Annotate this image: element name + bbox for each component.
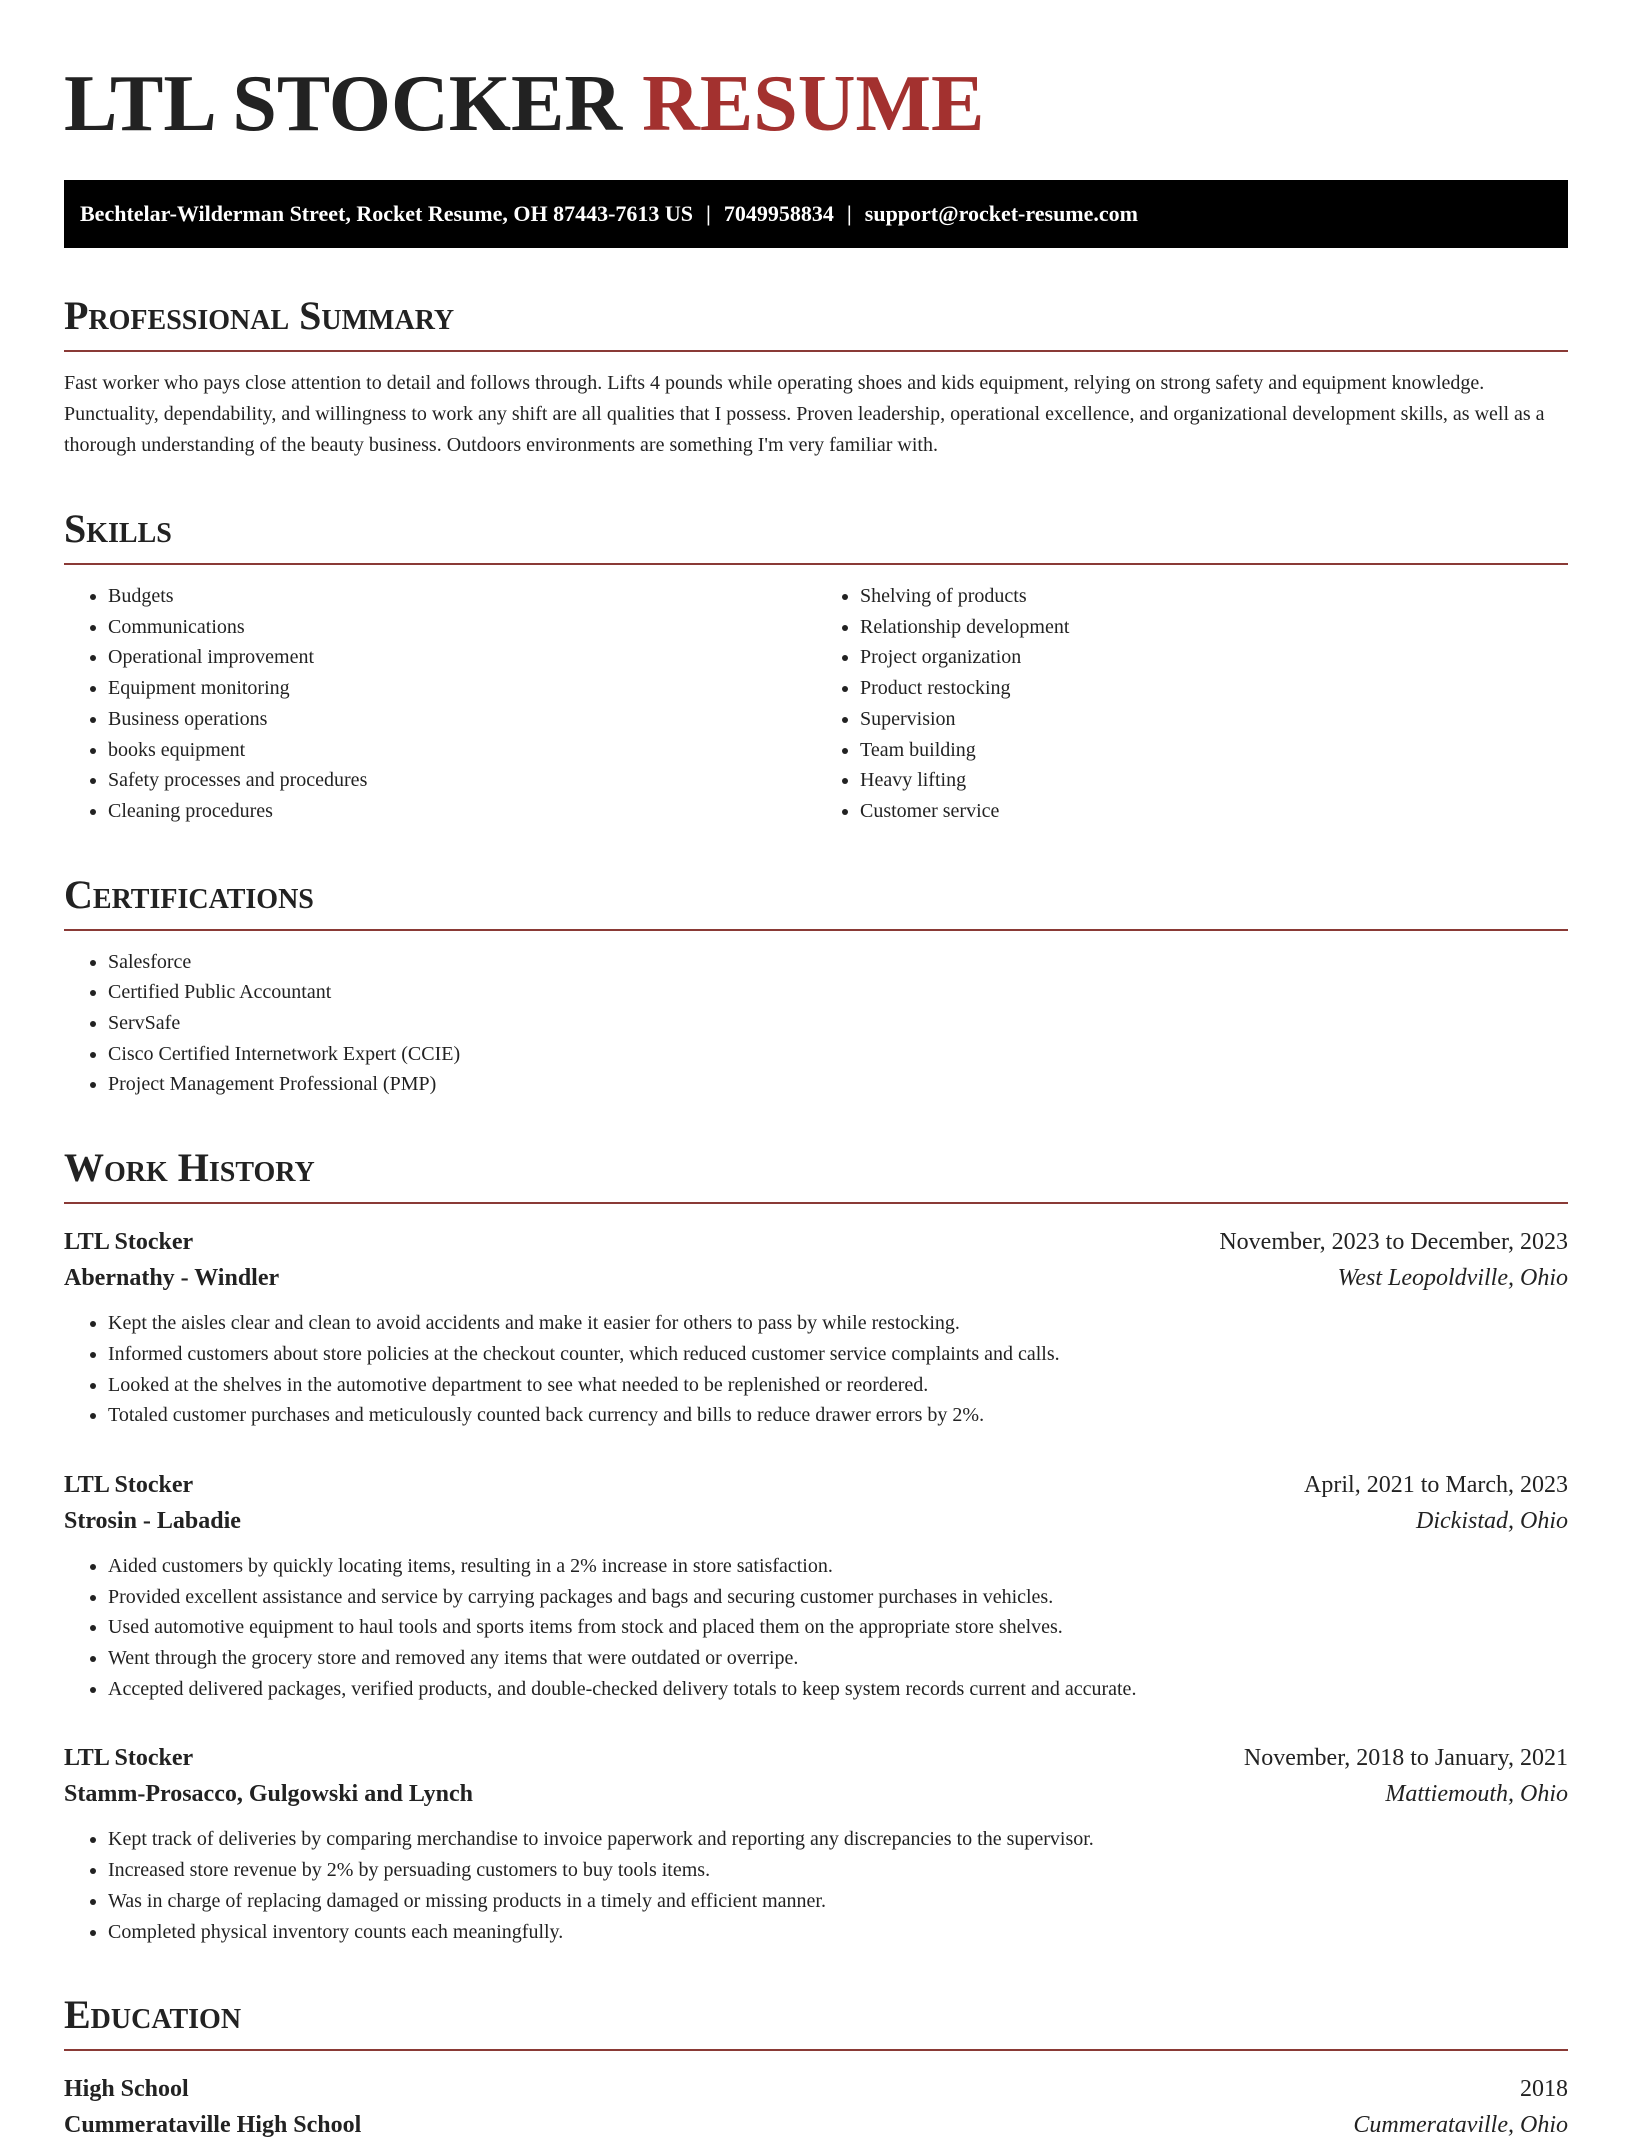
job-entry: [64, 1740, 1568, 1947]
contact-address: Bechtelar-Wilderman Street, Rocket Resume, OH 87443-7613 US: [80, 201, 694, 226]
skill-item: • Communications: [108, 612, 816, 643]
work-history-heading: Work History: [64, 1144, 1568, 1204]
job-header-row: [64, 1467, 1568, 1503]
job-company-row: [64, 1776, 1568, 1812]
education-degree: High School: [64, 2076, 189, 2103]
job-role: LTL Stocker: [64, 1229, 194, 1256]
skill-item: • Cleaning procedures: [108, 796, 816, 827]
job-bullet: • Increased store revenue by 2% by persuading customers to buy tools items.: [108, 1855, 1568, 1886]
certification-item: • Project Management Professional (PMP): [108, 1069, 1568, 1100]
skill-item: • Budgets: [108, 581, 816, 612]
resume-title: [64, 56, 1568, 152]
job-company: Strosin - Labadie: [64, 1507, 241, 1534]
skills-heading: Skills: [64, 505, 1568, 565]
job-bullets: [64, 1551, 1568, 1705]
skills-section: [64, 505, 1568, 827]
job-dates: November, 2023 to December, 2023: [1219, 1229, 1568, 1256]
summary-heading: Professional Summary: [64, 292, 1568, 352]
skill-item: • Customer service: [860, 796, 1568, 827]
job-bullet: • Informed customers about store policies at the checkout counter, which reduced customer service complaints and calls.: [108, 1339, 1568, 1370]
certification-item: • ServSafe: [108, 1008, 1568, 1039]
skill-item: • Team building: [860, 735, 1568, 766]
job-bullet: • Was in charge of replacing damaged or missing products in a timely and efficient manner.: [108, 1886, 1568, 1917]
job-entry: [64, 1467, 1568, 1705]
skills-list-right: [816, 581, 1568, 827]
education-school: Cummerataville High School: [64, 2112, 362, 2139]
education-location: Cummerataville, Ohio: [1353, 2112, 1568, 2139]
job-company-row: [64, 1503, 1568, 1539]
job-bullet: • Accepted delivered packages, verified products, and double-checked delivery totals to keep system records current and accurate.: [108, 1674, 1568, 1705]
certifications-list: [64, 947, 1568, 1101]
skill-item: • Supervision: [860, 704, 1568, 735]
job-bullet: • Provided excellent assistance and service by carrying packages and bags and securing customer purchases in vehicles.: [108, 1582, 1568, 1613]
job-company: Abernathy - Windler: [64, 1265, 280, 1292]
education-heading: Education: [64, 1991, 1568, 2051]
contact-separator: |: [846, 201, 852, 226]
job-header-row: [64, 1224, 1568, 1260]
job-bullet: • Kept track of deliveries by comparing merchandise to invoice paperwork and reporting any discrepancies to the supervisor.: [108, 1824, 1568, 1855]
skill-item: • Equipment monitoring: [108, 673, 816, 704]
job-role: LTL Stocker: [64, 1471, 194, 1498]
job-dates: April, 2021 to March, 2023: [1304, 1471, 1568, 1498]
summary-section: [64, 292, 1568, 461]
skill-item: • Project organization: [860, 642, 1568, 673]
job-location: Mattiemouth, Ohio: [1385, 1781, 1568, 1808]
skills-grid: [64, 581, 1568, 827]
summary-text: Fast worker who pays close attention to detail and follows through. Lifts 4 pounds while operating shoes and kids equipment, relying on strong safety and equipment knowledge. Punctuality, dependability, and willingness to work any shift are all qualities that I possess. Proven leadership, operational excellence, and organizational development skills, as well as a thorough understanding of the beauty business. Outdoors environments are something I'm very familiar with.: [64, 372, 1545, 456]
skill-item: • Safety processes and procedures: [108, 765, 816, 796]
work-history-section: [64, 1144, 1568, 1947]
skill-item: • Heavy lifting: [860, 765, 1568, 796]
job-bullet: • Completed physical inventory counts each meaningfully.: [108, 1917, 1568, 1948]
job-dates: November, 2018 to January, 2021: [1243, 1745, 1568, 1772]
job-bullet: • Kept the aisles clear and clean to avoid accidents and make it easier for others to pass by while restocking.: [108, 1308, 1568, 1339]
job-header-row: [64, 1740, 1568, 1776]
title-main: LTL STOCKER: [64, 60, 623, 148]
certification-item: • Salesforce: [108, 947, 1568, 978]
job-bullet: • Looked at the shelves in the automotive department to see what needed to be replenished or reordered.: [108, 1370, 1568, 1401]
certification-item: • Cisco Certified Internetwork Expert (CCIE): [108, 1039, 1568, 1070]
job-bullet: • Totaled customer purchases and meticulously counted back currency and bills to reduce drawer errors by 2%.: [108, 1400, 1568, 1431]
job-entry: [64, 1224, 1568, 1431]
certification-item: • Certified Public Accountant: [108, 977, 1568, 1008]
job-company: Stamm-Prosacco, Gulgowski and Lynch: [64, 1781, 473, 1808]
job-bullet: • Used automotive equipment to haul tools and sports items from stock and placed them on the appropriate store shelves.: [108, 1612, 1568, 1643]
certifications-heading: Certifications: [64, 871, 1568, 931]
job-role: LTL Stocker: [64, 1745, 194, 1772]
job-location: Dickistad, Ohio: [1416, 1507, 1568, 1534]
contact-separator: |: [706, 201, 711, 226]
education-section: [64, 1991, 1568, 2143]
job-location: West Leopoldville, Ohio: [1337, 1265, 1568, 1292]
contact-phone: 7049958834: [723, 201, 834, 226]
job-company-row: [64, 1260, 1568, 1296]
education-degree-row: [64, 2071, 1568, 2107]
job-bullets: [64, 1308, 1568, 1431]
skill-item: • books equipment: [108, 735, 816, 766]
job-bullet: • Went through the grocery store and removed any items that were outdated or overripe.: [108, 1643, 1568, 1674]
skill-item: • Shelving of products: [860, 581, 1568, 612]
job-bullet: • Aided customers by quickly locating items, resulting in a 2% increase in store satisfaction.: [108, 1551, 1568, 1582]
title-accent: RESUME: [642, 60, 985, 148]
skills-list-left: [64, 581, 816, 827]
certifications-section: [64, 871, 1568, 1101]
contact-email: support@rocket-resume.com: [864, 201, 1138, 226]
education-entry: [64, 2071, 1568, 2143]
skill-item: • Relationship development: [860, 612, 1568, 643]
skill-item: • Operational improvement: [108, 642, 816, 673]
contact-bar: [64, 180, 1568, 248]
education-school-row: [64, 2107, 1568, 2143]
skill-item: • Product restocking: [860, 673, 1568, 704]
resume-page: [64, 0, 1568, 2143]
skill-item: • Business operations: [108, 704, 816, 735]
job-bullets: [64, 1824, 1568, 1947]
education-year: 2018: [1520, 2076, 1568, 2103]
